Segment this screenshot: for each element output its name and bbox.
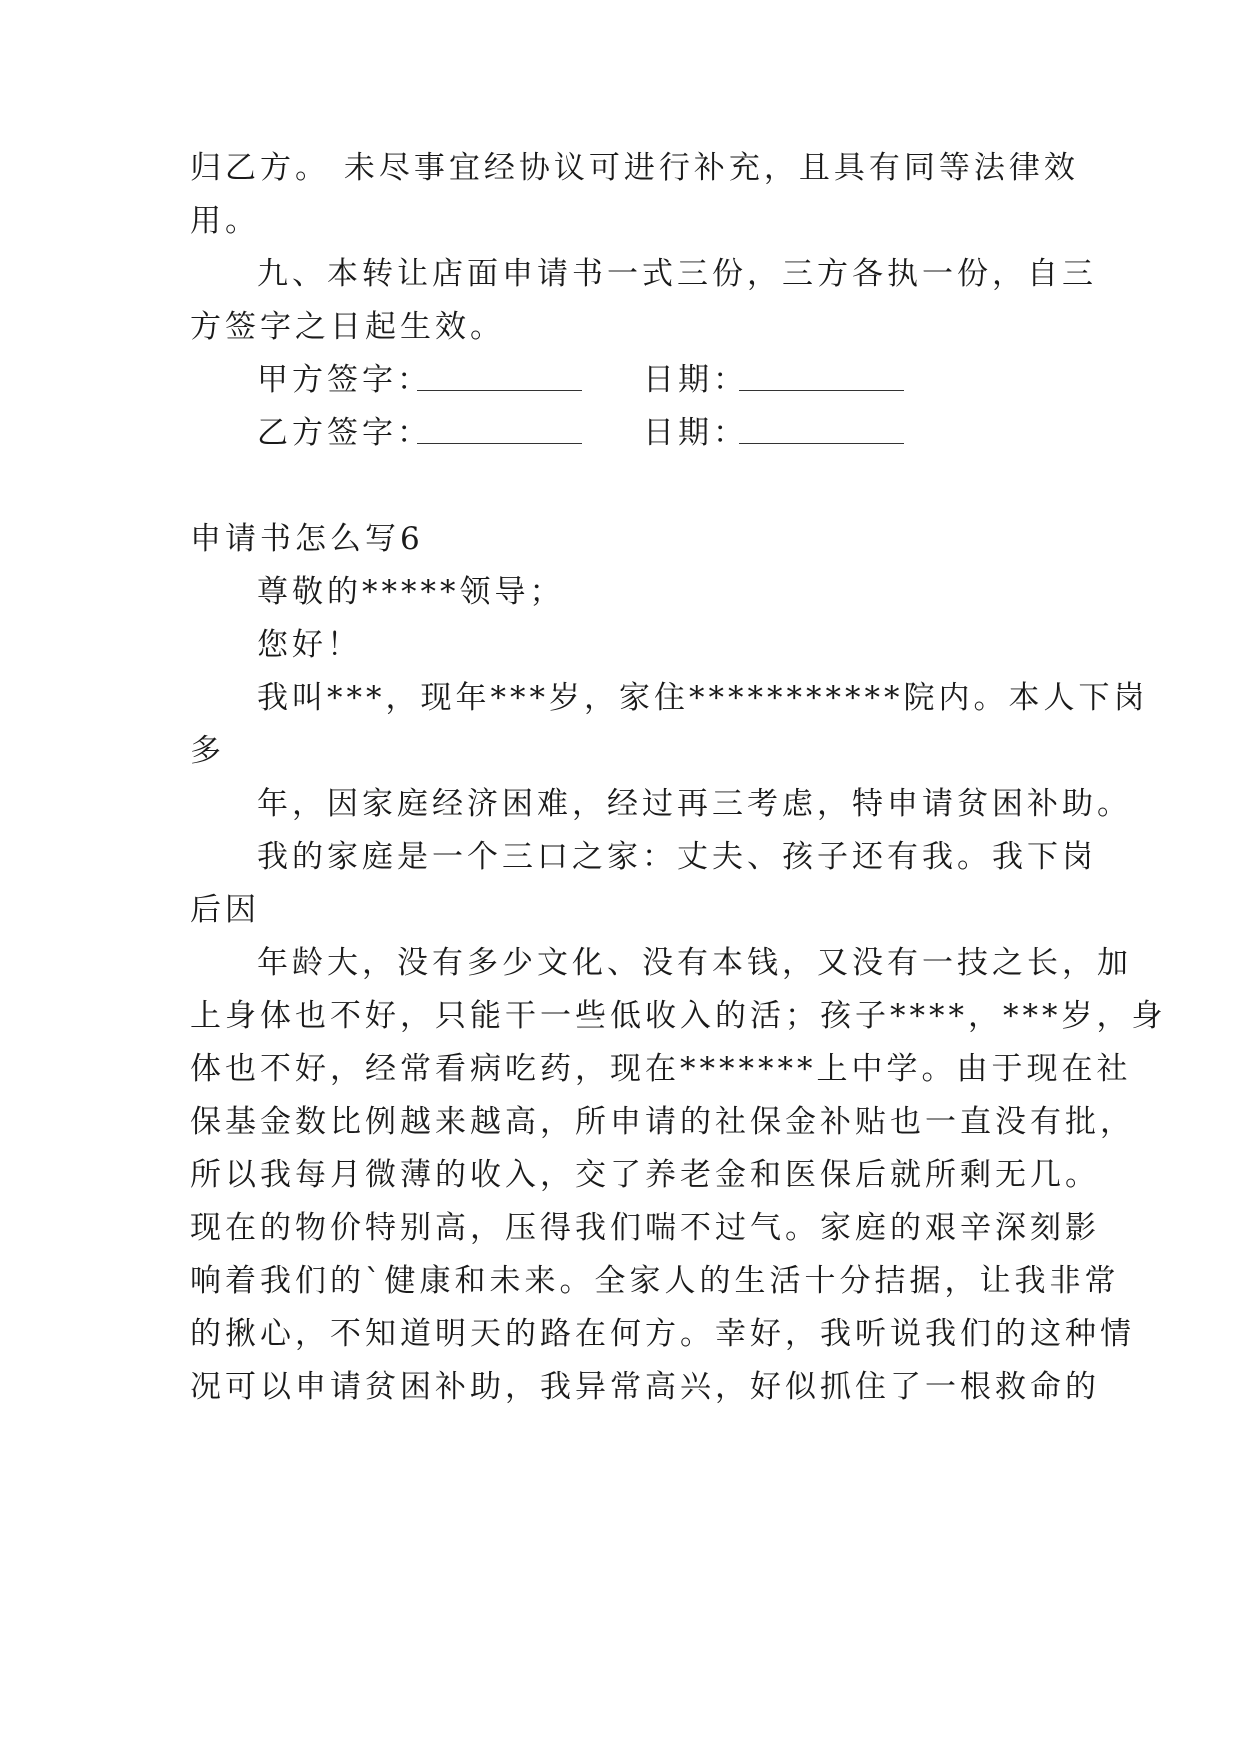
body-line-5: 后因 (190, 892, 260, 928)
party-b-date-blank (739, 443, 904, 444)
body-line-7: 上身体也不好，只能干一些低收入的活；孩子****，***岁，身 (190, 998, 1167, 1034)
paragraph-9-line-1: 九、本转让店面申请书一式三份，三方各执一份，自三 (257, 256, 1097, 292)
section-heading: 申请书怎么写6 (190, 521, 424, 557)
body-line-13: 的揪心，不知道明天的路在何方。幸好，我听说我们的这种情 (190, 1316, 1135, 1352)
body-line-8: 体也不好，经常看病吃药，现在*******上中学。由于现在社 (190, 1051, 1132, 1087)
greeting: 您好！ (257, 627, 362, 663)
party-b-sign-blank (417, 443, 582, 444)
body-line-2: 多 (190, 733, 225, 769)
body-line-10: 所以我每月微薄的收入，交了养老金和医保后就所剩无几。 (190, 1157, 1100, 1193)
party-b-sign-label: 乙方签字： (257, 415, 432, 451)
body-line-9: 保基金数比例越来越高，所申请的社保金补贴也一直没有批， (190, 1104, 1135, 1140)
body-line-12: 响着我们的`健康和未来。全家人的生活十分拮据，让我非常 (190, 1263, 1120, 1299)
paragraph-8-line-1: 归乙方。 未尽事宜经协议可进行补充，且具有同等法律效 (190, 150, 1079, 186)
body-line-14: 况可以申请贫困补助，我异常高兴，好似抓住了一根救命的 (190, 1369, 1100, 1405)
body-line-4: 我的家庭是一个三口之家：丈夫、孩子还有我。我下岗 (257, 839, 1097, 875)
body-line-6: 年龄大，没有多少文化、没有本钱，又没有一技之长，加 (257, 945, 1132, 981)
salutation: 尊敬的*****领导； (257, 574, 565, 610)
body-line-11: 现在的物价特别高，压得我们喘不过气。家庭的艰辛深刻影 (190, 1210, 1100, 1246)
party-a-date-blank (739, 390, 904, 391)
party-a-date-label: 日期： (643, 362, 748, 398)
body-line-1: 我叫***，现年***岁，家住***********院内。本人下岗 (257, 680, 1149, 716)
party-a-sign-label: 甲方签字： (257, 362, 432, 398)
body-line-3: 年，因家庭经济困难，经过再三考虑，特申请贫困补助。 (257, 786, 1132, 822)
party-a-sign-blank (417, 390, 582, 391)
paragraph-8-line-2: 用。 (190, 203, 260, 239)
paragraph-9-line-2: 方签字之日起生效。 (190, 309, 505, 345)
party-b-date-label: 日期： (643, 415, 748, 451)
